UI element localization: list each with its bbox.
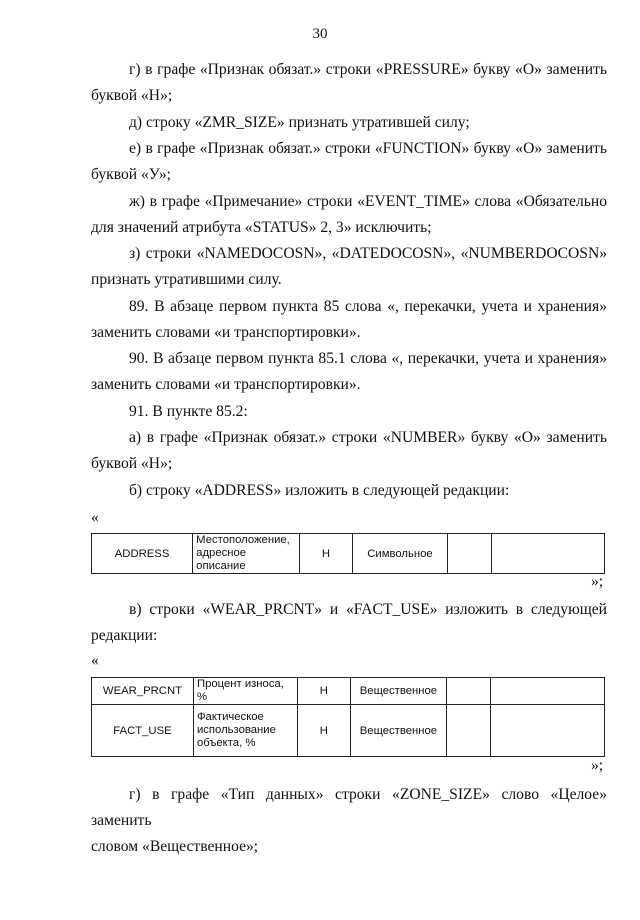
paragraph-item-91 — [91, 399, 607, 425]
paragraph-line: заменить словами «и транспортировки». — [91, 324, 361, 341]
paragraph-item-d-zmr-size — [91, 110, 607, 136]
table-cell: WEAR_PRCNT — [92, 678, 194, 705]
paragraph-line: ж) в графе «Примечание» строки «EVENT_TIME» слова «Обязательно — [129, 193, 607, 210]
paragraph-item-b-address — [91, 478, 607, 504]
table-cell: Н — [298, 678, 351, 705]
paragraph-line: словом «Вещественное»; — [91, 838, 259, 855]
paragraph-item-z-docosn — [91, 241, 607, 293]
quote-close: »; — [591, 573, 604, 590]
paragraph-item-g-pressure — [91, 57, 607, 109]
table-cell: Процент износа, % — [193, 678, 297, 705]
table-cell: Местоположение, адресное описание — [193, 534, 300, 574]
table-row — [92, 678, 605, 705]
paragraph-line: 89. В абзаце первом пункта 85 слова «, перекачки, учета и хранения» — [129, 298, 607, 315]
paragraph-line: в) строки «WEAR_PRCNT» и «FACT_USE» изложить в следующей — [129, 601, 607, 618]
quote-open: « — [91, 652, 99, 669]
table-cell: Символьное — [352, 534, 448, 574]
paragraph-line: г) в графе «Признак обязат.» строки «PRESSURE» букву «О» заменить — [129, 61, 607, 78]
paragraph-item-90 — [91, 346, 607, 398]
table-row — [92, 705, 605, 757]
paragraph-line: д) строку «ZMR_SIZE» признать утратившей силу; — [129, 114, 470, 131]
table-cell: FACT_USE — [92, 705, 194, 757]
paragraph-line: а) в графе «Признак обязат.» строки «NUMBER» букву «О» заменить — [129, 429, 607, 446]
table-row — [92, 534, 605, 574]
table-wear-fact — [91, 677, 605, 757]
page-number: 30 — [312, 26, 328, 42]
table-cell: Вещественное — [350, 678, 447, 705]
paragraph-line: буквой «Н»; — [91, 87, 173, 104]
quote-open: « — [91, 509, 99, 526]
paragraph-item-a-number — [91, 425, 607, 477]
quote-close: »; — [591, 757, 604, 774]
table-cell: Фактическое использование объекта, % — [193, 705, 297, 757]
table-cell — [492, 534, 605, 574]
paragraph-line: заменить словами «и транспортировки». — [91, 376, 361, 393]
paragraph-item-89 — [91, 294, 607, 346]
paragraph-line: для значений атрибута «STATUS» 2, 3» исключить; — [91, 219, 432, 236]
paragraph-line: буквой «Н»; — [91, 455, 173, 472]
paragraph-item-v-wear-fact — [91, 597, 607, 649]
table-cell — [447, 678, 491, 705]
paragraph-line: 90. В абзаце первом пункта 85.1 слова «, перекачки, учета и хранения» — [129, 350, 607, 367]
paragraph-line: з) строки «NAMEDOCOSN», «DATEDOCOSN», «NUMBERDOCOSN» — [129, 245, 607, 262]
paragraph-line: редакции: — [91, 627, 158, 644]
table-cell — [491, 678, 605, 705]
table-cell — [448, 534, 492, 574]
paragraph-line: г) в графе «Тип данных» строки «ZONE_SIZE» слово «Целое» заменить — [91, 786, 607, 829]
paragraph-item-zh-event-time — [91, 189, 607, 241]
paragraph-line: 91. В пункте 85.2: — [129, 403, 248, 420]
paragraph-line: признать утратившими силу. — [91, 271, 282, 288]
table-cell: ADDRESS — [92, 534, 193, 574]
paragraph-line: буквой «У»; — [91, 166, 171, 183]
table-cell: Н — [298, 705, 351, 757]
table-cell: Вещественное — [350, 705, 447, 757]
paragraph-line: е) в графе «Признак обязат.» строки «FUNCTION» букву «О» заменить — [129, 140, 607, 157]
paragraph-item-g-zone-size — [91, 782, 607, 860]
paragraph-line: б) строку «ADDRESS» изложить в следующей редакции: — [129, 482, 510, 499]
table-cell — [447, 705, 491, 757]
table-cell: Н — [300, 534, 352, 574]
table-cell — [491, 705, 605, 757]
table-address — [91, 533, 605, 574]
paragraph-item-e-function — [91, 136, 607, 188]
